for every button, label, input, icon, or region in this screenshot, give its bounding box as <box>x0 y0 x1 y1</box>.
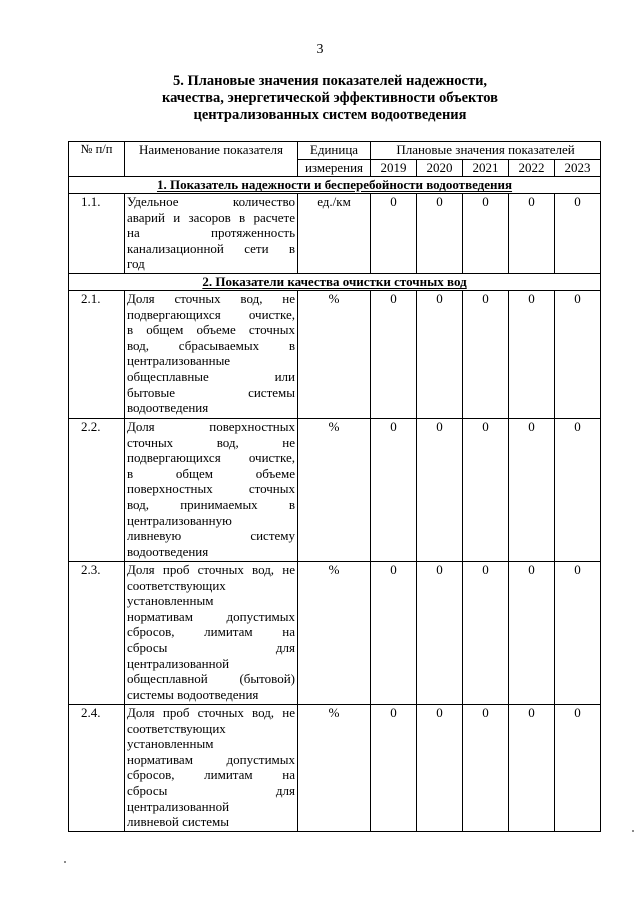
indicator-name-line: общесплавные или <box>127 368 295 384</box>
header-number: № п/п <box>69 142 125 177</box>
value-cell: 0 <box>463 194 509 274</box>
indicator-name-line: сбросы для <box>127 639 295 655</box>
unit-cell: ед./км <box>298 194 371 274</box>
unit-cell: % <box>298 562 371 705</box>
row-number: 2.2. <box>69 419 125 562</box>
header-row <box>69 142 601 160</box>
scan-artifact <box>64 861 66 863</box>
value-cell: 0 <box>555 419 601 562</box>
section-title: 1. Показатель надежности и бесперебойности водоотведения <box>69 177 601 194</box>
indicator-name-line: нормативам допустимых <box>127 608 295 624</box>
indicator-name-line: аварий и засоров в расчете <box>127 209 295 225</box>
header-name: Наименование показателя <box>125 142 298 177</box>
value-cell: 0 <box>463 705 509 832</box>
header-year: 2020 <box>417 160 463 177</box>
indicator-name-line: сточных вод, не <box>127 434 295 450</box>
indicator-name-line: сбросов, лимитам на <box>127 767 295 783</box>
indicator-name <box>125 419 298 562</box>
header-year: 2022 <box>509 160 555 177</box>
value-cell: 0 <box>555 291 601 419</box>
value-cell: 0 <box>371 419 417 562</box>
row-number: 2.1. <box>69 291 125 419</box>
value-cell: 0 <box>371 705 417 832</box>
indicator-name-line: вод, сбрасываемых в <box>127 337 295 353</box>
indicator-name-line: водоотведения <box>127 400 209 416</box>
section-row <box>69 177 601 194</box>
indicator-name-line: Доля проб сточных вод, не <box>127 562 295 577</box>
value-cell: 0 <box>509 705 555 832</box>
indicator-name <box>125 562 298 705</box>
value-cell: 0 <box>417 291 463 419</box>
indicator-name-line: в общем объеме сточных <box>127 322 295 338</box>
table-row <box>69 194 601 274</box>
header-year: 2019 <box>371 160 417 177</box>
indicator-name-line: централизованной <box>127 655 230 671</box>
value-cell: 0 <box>463 562 509 705</box>
unit-cell: % <box>298 291 371 419</box>
value-cell: 0 <box>371 194 417 274</box>
indicator-name-line: Доля проб сточных вод, не <box>127 705 295 720</box>
row-number: 1.1. <box>69 194 125 274</box>
indicators-table <box>68 141 601 832</box>
scan-artifact <box>632 830 634 832</box>
value-cell: 0 <box>509 194 555 274</box>
unit-cell: % <box>298 705 371 832</box>
value-cell: 0 <box>463 419 509 562</box>
indicator-name-line: установленным <box>127 736 214 752</box>
indicator-name-line: на протяженность <box>127 225 295 241</box>
indicator-name-line: общесплавной (бытовой) <box>127 671 295 687</box>
indicator-name-line: водоотведения <box>127 543 209 559</box>
indicator-name-line: централизованные <box>127 353 231 369</box>
table-row <box>69 562 601 705</box>
unit-cell: % <box>298 419 371 562</box>
value-cell: 0 <box>509 291 555 419</box>
value-cell: 0 <box>509 419 555 562</box>
header-planned: Плановые значения показателей <box>371 142 601 160</box>
title-line-2: качества, энергетической эффективности объектов <box>161 90 499 106</box>
value-cell: 0 <box>509 562 555 705</box>
table-row <box>69 419 601 562</box>
header-unit-line1: Единица <box>298 142 371 160</box>
indicator-name-line: год <box>127 256 145 272</box>
indicator-name-line: Удельное количество <box>127 194 295 209</box>
section-title: 2. Показатели качества очистки сточных вод <box>69 274 601 291</box>
indicator-name-line: канализационной сети в <box>127 240 295 256</box>
indicator-name-line: в общем объеме <box>127 465 295 481</box>
value-cell: 0 <box>555 562 601 705</box>
indicator-name-line: централизованной <box>127 798 230 814</box>
indicator-name-line: подвергающихся очистке, <box>127 450 295 466</box>
indicator-name <box>125 291 298 419</box>
indicator-name <box>125 705 298 832</box>
table-row <box>69 291 601 419</box>
indicator-name-line: ливневой системы <box>127 814 229 830</box>
table-row <box>69 705 601 832</box>
indicator-name-line: системы водоотведения <box>127 686 259 702</box>
indicator-name <box>125 194 298 274</box>
value-cell: 0 <box>417 194 463 274</box>
indicator-name-line: сбросов, лимитам на <box>127 624 295 640</box>
indicator-name-line: поверхностных сточных <box>127 481 295 497</box>
indicator-name-line: соответствующих <box>127 720 226 736</box>
value-cell: 0 <box>463 291 509 419</box>
indicator-name-line: сбросы для <box>127 782 295 798</box>
value-cell: 0 <box>417 562 463 705</box>
row-number: 2.4. <box>69 705 125 832</box>
indicator-name-line: нормативам допустимых <box>127 751 295 767</box>
value-cell: 0 <box>555 194 601 274</box>
value-cell: 0 <box>417 705 463 832</box>
value-cell: 0 <box>371 291 417 419</box>
header-year: 2023 <box>555 160 601 177</box>
value-cell: 0 <box>371 562 417 705</box>
page-number: 3 <box>316 42 324 57</box>
indicator-name-line: подвергающихся очистке, <box>127 306 295 322</box>
header-year: 2021 <box>463 160 509 177</box>
indicator-name-line: бытовые системы <box>127 384 295 400</box>
header-unit-line2: измерения <box>298 160 371 177</box>
value-cell: 0 <box>417 419 463 562</box>
title-line-1: 5. Плановые значения показателей надежности, <box>172 73 488 89</box>
indicator-name-line: установленным <box>127 593 214 609</box>
indicator-name-line: централизованную <box>127 512 232 528</box>
indicator-name-line: вод, принимаемых в <box>127 496 295 512</box>
indicator-name-line: соответствующих <box>127 577 226 593</box>
indicator-name-line: Доля поверхностных <box>127 419 295 434</box>
indicator-name-line: ливневую систему <box>127 528 295 544</box>
section-row <box>69 274 601 291</box>
row-number: 2.3. <box>69 562 125 705</box>
value-cell: 0 <box>555 705 601 832</box>
section-title <box>80 73 580 124</box>
title-line-3: централизованных систем водоотведения <box>193 107 467 123</box>
indicator-name-line: Доля сточных вод, не <box>127 291 295 306</box>
